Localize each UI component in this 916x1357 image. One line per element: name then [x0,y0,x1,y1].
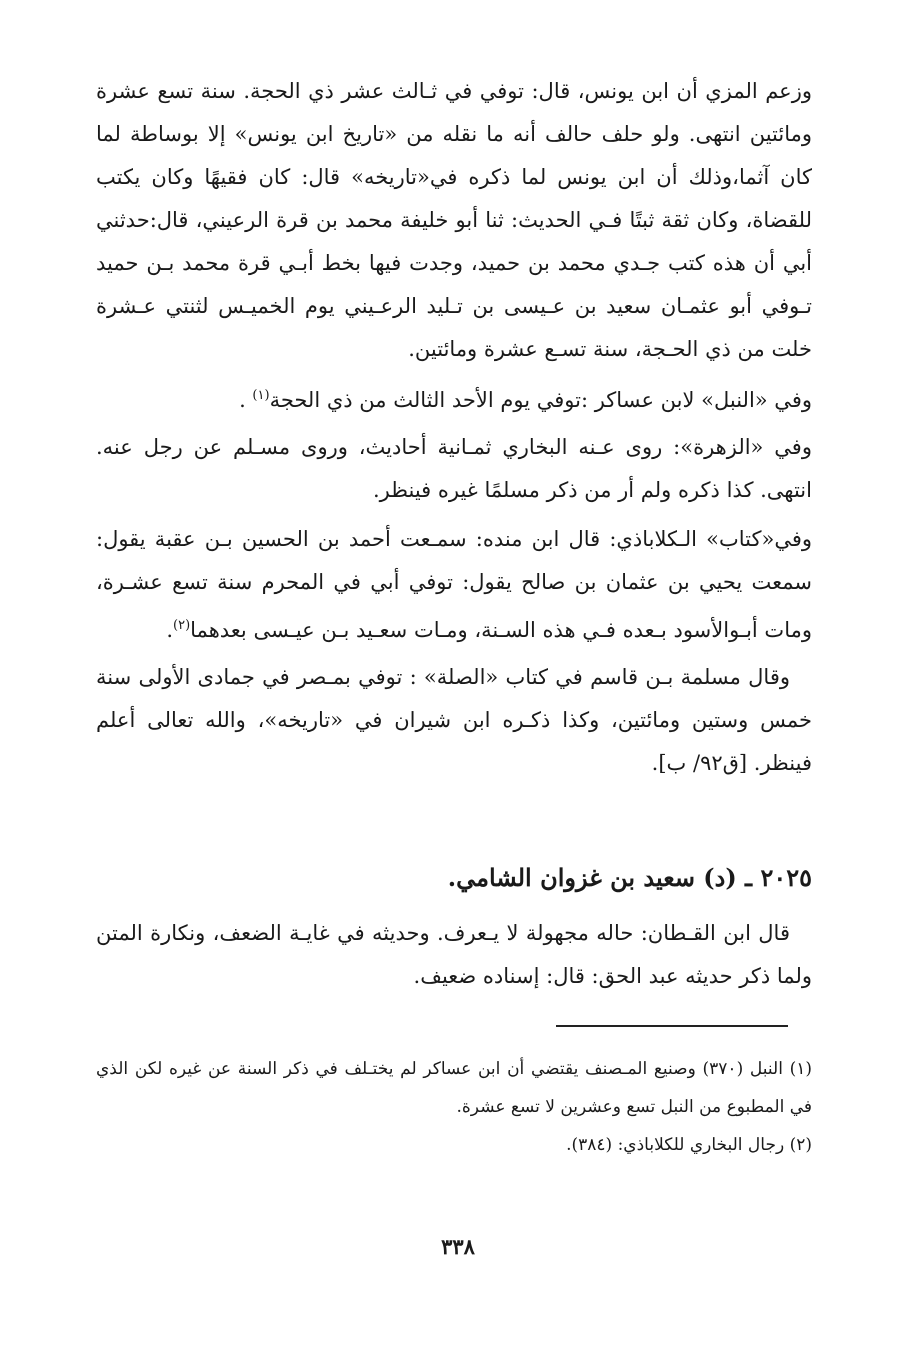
entry-heading: ٢٠٢٥ ـ (د) سعيد بن غزوان الشامي. [447,863,812,892]
main-text [96,70,812,785]
footnotes [96,1050,812,1164]
paragraph-4-tail: . [166,618,174,642]
footnote-ref-1: (١) [252,388,270,403]
paragraph-4-text: وفي«كتاب» الـكلاباذي: قال ابن منده: سمـعت أحمد بن الحسين بـن عقبة يقول: سمعت يحيي بن عثمان بن صالح يقول: توفي أبي في المحرم سنة تسع عشـرة، ومات أبـوالأسود بـعده فـي هذه السـنة، ومـات سعـيد بـن عيـسى بعدهما [96,527,812,642]
paragraph-1: وزعم المزي أن ابن يونس، قال: توفي في ثـالث عشر ذي الحجة. سنة تسع عشرة ومائتين انتهى. ولو حلف حالف أنه ما نقله من «تاريخ ابن يونس» إلا بوساطة لما كان آثما،وذلك أن ابن يونس لما ذكره في«تاريخه» قال: كان فقيهًا وكان يكتب للقضاة، وكان ثقة ثبتًا فـي الحديث: ثنا أبو خليفة محمد بن قرة الرعيني، قال:حدثني أبي أن هذه كتب جـدي محمد بن حميد، وجدت فيها بخط أبـي قرة محمد بـن حميد تـوفي أبو عثمـان سعيد بن عـيسى بن تـليد الرعـيني يوم الخميـس لثنتي عـشرة خلت من ذي الحـجة، سنة تسـع عشرة ومائتين. [96,79,812,361]
entry-paragraph: قال ابن القـطان: حاله مجهولة لا يـعرف. وحديثه في غايـة الضعف، ونكارة المتن ولما ذكر حديثه عبد الحق: قال: إسناده ضعيف. [96,921,812,988]
page-number: ٣٣٨ [441,1234,475,1259]
footnote-divider [556,1025,788,1027]
footnote-ref-2: (٢) [173,618,191,633]
paragraph-2-tail: . [239,388,253,412]
paragraph-2-text: وفي «النبل» لابن عساكر :توفي يوم الأحد الثالث من ذي الحجة [269,388,812,412]
paragraph-5: وقال مسلمة بـن قاسم في كتاب «الصلة» : توفي بمـصر في جمادى الأولى سنة خمس وستين ومائتين، وكذا ذكـره ابن شيران في «تاريخه»، والله تعالى أعلم فينظر. [ق٩٢/ ب]. [96,665,813,775]
paragraph-3: وفي «الزهرة»: روى عـنه البخاري ثمـانية أحاديث، وروى مسـلم عن رجل عنه. انتهى. كذا ذكره ولم أر من ذكر مسلمًا غيره فينظر. [96,435,812,502]
paragraph-2 [96,374,812,422]
paragraph-4 [96,518,812,652]
footnote-2: (٢) رجال البخاري للكلاباذي: (٣٨٤). [566,1135,812,1155]
footnote-1: (١) النبل (٣٧٠) وصنيع المـصنف يقتضي أن ابن عساكر لم يختـلف في ذكر السنة عن غيره لكن الذي في المطبوع من النبل تسع وعشرين لا تسع عشرة. [96,1059,813,1117]
